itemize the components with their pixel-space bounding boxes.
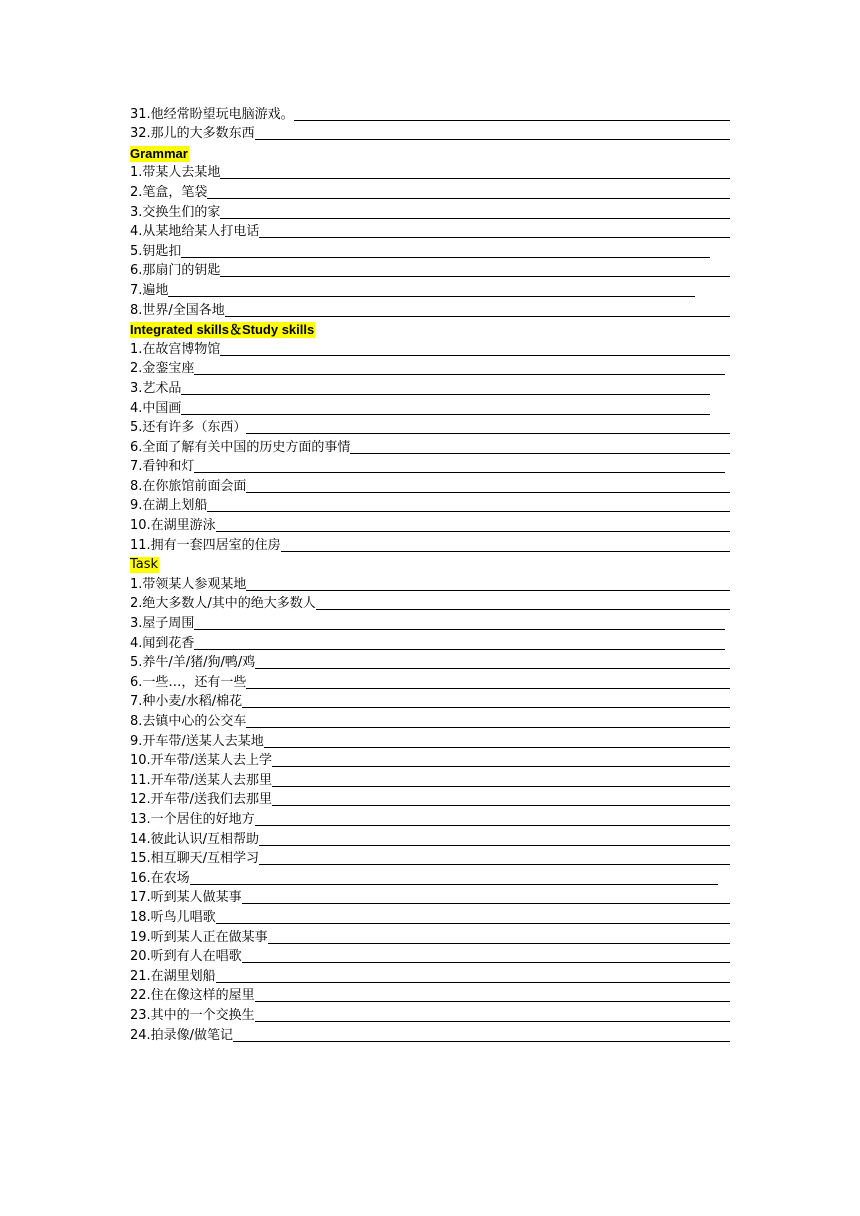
item-text: 5.养牛/羊/猪/狗/鸭/鸡 <box>130 655 256 671</box>
answer-blank <box>181 394 710 395</box>
item-text: 16.在农场 <box>130 870 190 886</box>
list-item <box>130 848 730 868</box>
list-item <box>130 652 730 672</box>
answer-blank <box>207 511 730 512</box>
list-item <box>130 1024 730 1044</box>
answer-blank <box>242 707 730 708</box>
answer-blank <box>272 786 730 787</box>
list-item <box>130 828 730 848</box>
item-text: 18.听鸟儿唱歌 <box>130 909 216 925</box>
answer-blank <box>216 531 730 532</box>
item-text: 8.世界/全国各地 <box>130 302 225 318</box>
list-item <box>130 710 730 730</box>
answer-blank <box>181 257 710 258</box>
answer-blank <box>272 805 730 806</box>
section-heading-integrated-skills <box>130 319 730 339</box>
item-text: 14.彼此认识/互相帮助 <box>130 831 260 847</box>
item-text: 15.相互聊天/互相学习 <box>130 851 260 867</box>
item-text: 3.艺术品 <box>130 380 182 396</box>
list-item <box>130 946 730 966</box>
list-item <box>130 514 730 534</box>
item-text: 4.中国画 <box>130 400 182 416</box>
item-text: 19.听到某人正在做某事 <box>130 929 268 945</box>
item-text: 31.他经常盼望玩电脑游戏。 <box>130 106 294 122</box>
list-item <box>130 769 730 789</box>
section-heading-text: Integrated skills＆Study skills <box>130 322 315 338</box>
item-text: 11.开车带/送某人去那里 <box>130 772 273 788</box>
answer-blank <box>255 1001 730 1002</box>
item-text: 6.一些…，还有一些 <box>130 674 247 690</box>
answer-blank <box>350 453 730 454</box>
item-text: 13.一个居住的好地方 <box>130 811 255 827</box>
list-item <box>130 436 730 456</box>
list-item <box>130 965 730 985</box>
list-item <box>130 612 725 632</box>
list-item <box>130 534 730 554</box>
answer-blank <box>216 923 730 924</box>
answer-blank <box>194 629 725 630</box>
worksheet <box>130 103 730 1044</box>
item-text: 1.在故宫博物馆 <box>130 341 221 357</box>
list-item <box>130 495 730 515</box>
answer-blank <box>194 374 725 375</box>
item-text: 22.住在像这样的屋里 <box>130 988 255 1004</box>
list-item <box>130 632 725 652</box>
item-text: 11.拥有一套四居室的住房 <box>130 537 281 553</box>
item-text: 6.全面了解有关中国的历史方面的事情 <box>130 439 351 455</box>
answer-blank <box>268 943 730 944</box>
list-item <box>130 926 730 946</box>
item-text: 32.那儿的大多数东西 <box>130 126 255 142</box>
item-text: 8.去镇中心的公交车 <box>130 714 247 729</box>
item-text: 5.还有许多（东西） <box>130 420 247 436</box>
answer-blank <box>194 472 725 473</box>
answer-blank <box>255 139 730 140</box>
item-text: 1.带某人去某地 <box>130 165 221 181</box>
answer-blank <box>242 962 730 963</box>
list-item <box>130 338 730 358</box>
item-text: 8.在你旅馆前面会面 <box>130 478 247 494</box>
list-item <box>130 181 730 201</box>
item-text: 12.开车带/送我们去那里 <box>130 792 273 808</box>
list-item <box>130 162 730 182</box>
list-item <box>130 103 730 123</box>
item-text: 2.绝大多数人/其中的绝大多数人 <box>130 596 316 612</box>
answer-blank <box>246 590 730 591</box>
list-item <box>130 358 725 378</box>
section-heading-text: Grammar <box>130 145 188 161</box>
list-item <box>130 1004 730 1024</box>
answer-blank <box>190 884 718 885</box>
answer-blank <box>281 551 730 552</box>
item-text: 3.屋子周围 <box>130 616 195 632</box>
answer-blank <box>220 218 730 219</box>
item-text: 3.交换生们的家 <box>130 204 221 220</box>
list-item <box>130 201 730 221</box>
answer-blank <box>168 296 695 297</box>
item-text: 1.带领某人参观某地 <box>130 576 247 592</box>
list-item <box>130 887 730 907</box>
item-text: 4.闻到花香 <box>130 635 195 651</box>
item-text: 9.开车带/送某人去某地 <box>130 733 264 749</box>
answer-blank <box>207 198 730 199</box>
answer-blank <box>220 276 730 277</box>
answer-blank <box>225 316 730 317</box>
list-item <box>130 279 695 299</box>
answer-blank <box>255 825 730 826</box>
item-text: 10.开车带/送某人去上学 <box>130 753 273 769</box>
list-item <box>130 985 730 1005</box>
list-item <box>130 299 730 319</box>
item-text: 7.种小麦/水稻/棉花 <box>130 694 243 710</box>
item-text: 9.在湖上划船 <box>130 498 208 514</box>
list-item <box>130 906 730 926</box>
item-text: 2.金銮宝座 <box>130 361 195 377</box>
item-text: 17.听到某人做某事 <box>130 890 242 906</box>
answer-blank <box>246 727 730 728</box>
list-item <box>130 377 710 397</box>
answer-blank <box>242 903 730 904</box>
item-text: 10.在湖里游泳 <box>130 518 216 534</box>
list-item <box>130 417 730 437</box>
answer-blank <box>259 845 730 846</box>
list-item <box>130 573 730 593</box>
answer-blank <box>246 688 730 689</box>
item-text: 6.那扇门的钥匙 <box>130 263 221 279</box>
answer-blank <box>272 766 730 767</box>
section-heading-task <box>130 554 730 574</box>
answer-blank <box>220 355 730 356</box>
list-item <box>130 593 730 613</box>
answer-blank <box>181 414 710 415</box>
list-item <box>130 730 730 750</box>
answer-blank <box>259 237 730 238</box>
item-text: 24.拍录像/做笔记 <box>130 1027 234 1043</box>
answer-blank <box>255 1021 730 1022</box>
answer-blank <box>294 120 730 121</box>
list-item <box>130 456 725 476</box>
answer-blank <box>246 492 730 493</box>
list-item <box>130 397 710 417</box>
list-item <box>130 691 730 711</box>
item-text: 2.笔盒，笔袋 <box>130 184 208 200</box>
section-heading-text: Task <box>130 557 159 573</box>
answer-blank <box>246 433 730 434</box>
list-item <box>130 867 718 887</box>
list-item <box>130 808 730 828</box>
list-item <box>130 475 730 495</box>
answer-blank <box>259 864 730 865</box>
item-text: 23.其中的一个交换生 <box>130 1007 255 1023</box>
item-text: 5.钥匙扣 <box>130 243 182 259</box>
list-item <box>130 671 730 691</box>
list-item <box>130 789 730 809</box>
answer-blank <box>233 1041 730 1042</box>
list-item <box>130 240 710 260</box>
item-text: 21.在湖里划船 <box>130 968 216 984</box>
answer-blank <box>220 178 730 179</box>
item-text: 7.看钟和灯 <box>130 459 195 475</box>
list-item <box>130 260 730 280</box>
answer-blank <box>255 668 730 669</box>
section-heading-grammar <box>130 142 730 162</box>
item-text: 7.遍地 <box>130 282 169 298</box>
item-text: 4.从某地给某人打电话 <box>130 224 260 240</box>
answer-blank <box>194 649 725 650</box>
item-text: 20.听到有人在唱歌 <box>130 949 242 965</box>
answer-blank <box>264 747 730 748</box>
list-item <box>130 221 730 241</box>
answer-blank <box>216 982 730 983</box>
list-item <box>130 750 730 770</box>
list-item <box>130 123 730 143</box>
answer-blank <box>316 609 730 610</box>
